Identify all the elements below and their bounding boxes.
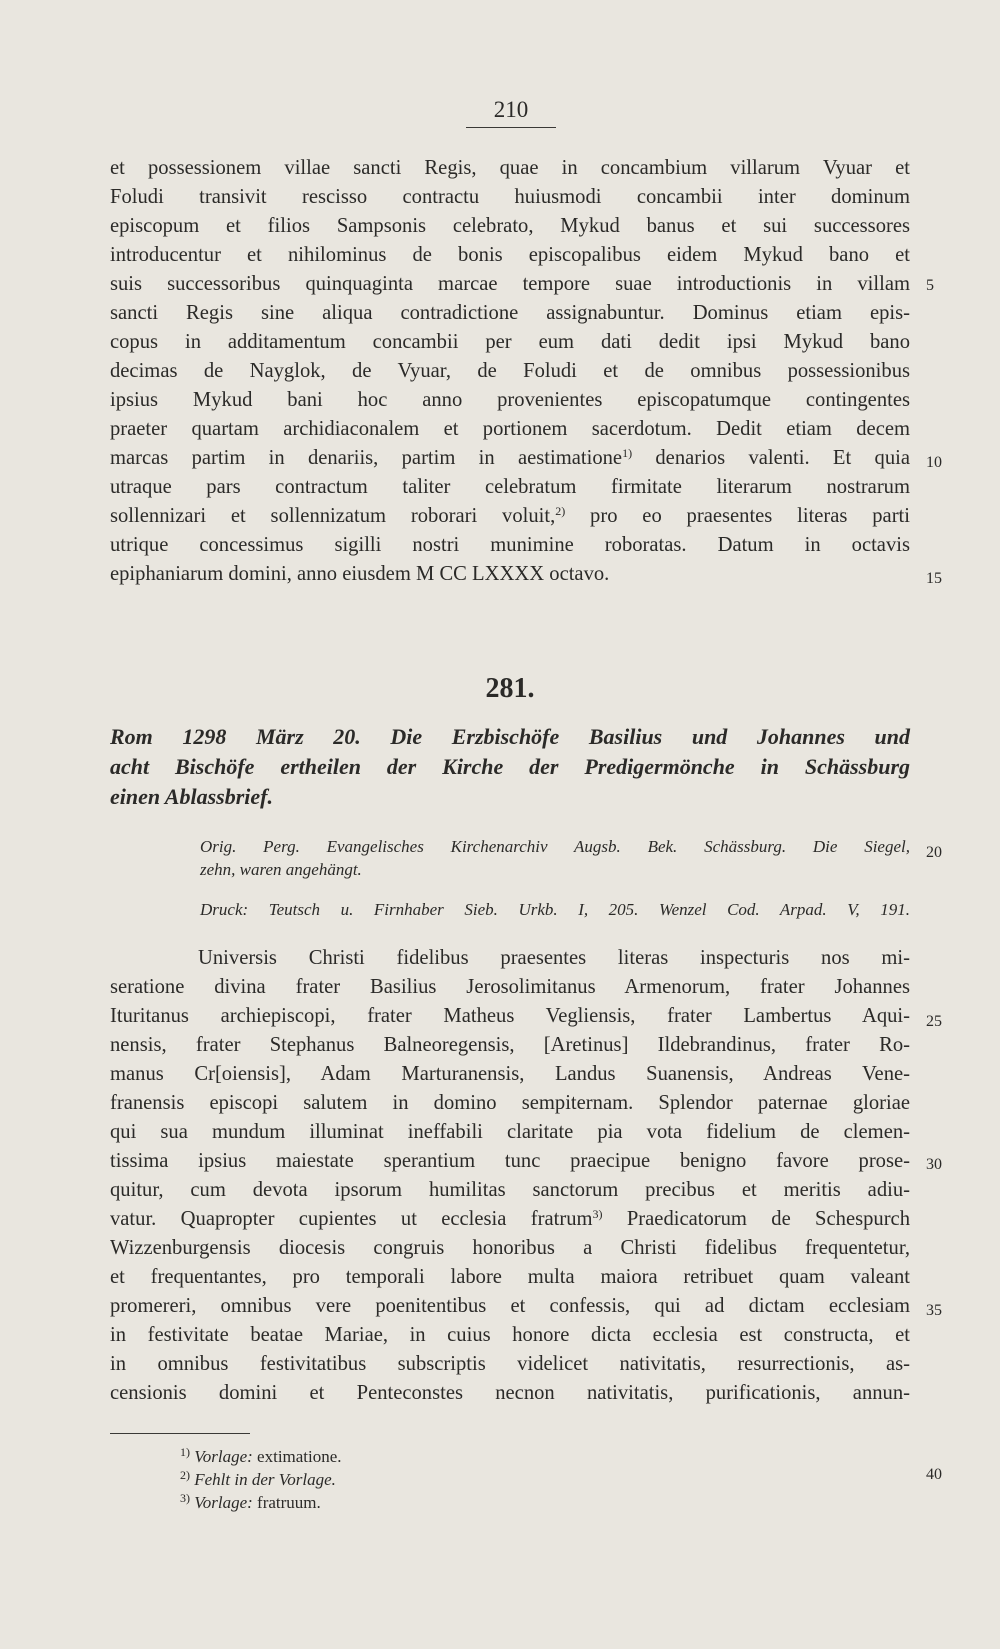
margin-line-number: 15 — [926, 570, 942, 587]
margin-line-number: 35 — [926, 1302, 942, 1319]
source-original: Orig. Perg. Evangelisches Kirchenarchiv Augsb. Bek. Schässburg. Die Siegel, — [200, 837, 910, 856]
text-line: seratione divina frater Basilius Jerosolimitanus Armenorum, frater Johannes — [110, 976, 910, 998]
text-line: Universis Christi fidelibus praesentes literas inspecturis nos mi- — [198, 947, 910, 969]
text-segment: pro eo praesentes literas parti — [565, 505, 910, 527]
footnote — [180, 1487, 321, 1512]
text-line: suis successoribus quinquaginta marcae tempore suae introductionis in villam — [110, 273, 910, 295]
source-original-cont: zehn, waren angehängt. — [200, 860, 362, 879]
margin-line-number: 10 — [926, 454, 942, 471]
text-line: franensis episcopi salutem in domino sempiternam. Splendor paternae gloriae — [110, 1092, 910, 1114]
footnote-text: extimatione. — [252, 1447, 342, 1466]
page-number: 210 — [493, 97, 529, 122]
text-line — [110, 1205, 910, 1234]
text-segment: marcas partim in denariis, partim in aestimatione — [110, 447, 623, 469]
text-line: quitur, cum devota ipsorum humilitas sanctorum precibus et meritis adiu- — [110, 1179, 910, 1201]
margin-line-number: 5 — [926, 277, 934, 294]
text-line: utrique concessimus sigilli nostri munimine roboratas. Datum in octavis — [110, 534, 910, 556]
text-line: et frequentantes, pro temporali labore multa maiora retribuet quam valeant — [110, 1266, 910, 1288]
text-line: introducentur et nihilominus de bonis episcopalibus eidem Mykud bano et — [110, 244, 910, 266]
footnote-mark: 3) — [180, 1491, 190, 1505]
text-line: qui sua mundum illuminat ineffabili claritate pia vota fidelium de clemen- — [110, 1121, 910, 1143]
text-line: ipsius Mykud bani hoc anno provenientes episcopatumque contingentes — [110, 389, 910, 411]
text-line: censionis domini et Penteconstes necnon nativitatis, purificationis, annun- — [110, 1382, 910, 1404]
text-line: in festivitate beatae Mariae, in cuius honore dicta ecclesia est constructa, et — [110, 1324, 910, 1346]
text-line: promereri, omnibus vere poenitentibus et confessis, qui ad dictam ecclesiam — [110, 1295, 910, 1317]
footnote-rule — [110, 1433, 250, 1434]
text-line — [110, 502, 910, 531]
margin-line-number: 30 — [926, 1156, 942, 1173]
footnote-label: Vorlage: — [194, 1493, 253, 1512]
footnote — [180, 1441, 342, 1466]
text-line: decimas de Nayglok, de Vyuar, de Foludi et de omnibus possessionibus — [110, 360, 910, 382]
text-segment: Praedicatorum de Schespurch — [602, 1208, 910, 1230]
footnote-label: Fehlt in der Vorlage. — [194, 1470, 336, 1489]
document-heading-line: Rom 1298 März 20. Die Erzbischöfe Basilius und Johannes und — [110, 724, 910, 749]
text-segment: sollennizari et sollennizatum roborari voluit, — [110, 505, 556, 527]
text-line: in omnibus festivitatibus subscriptis videlicet nativitatis, resurrectionis, as- — [110, 1353, 910, 1375]
footnote — [180, 1464, 336, 1489]
text-line: copus in additamentum concambii per eum dati dedit ipsi Mykud bano — [110, 331, 910, 353]
text-line: Foludi transivit rescisso contractu huiusmodi concambii inter dominum — [110, 186, 910, 208]
footnote-ref: 2) — [555, 504, 566, 518]
source-print: Druck: Teutsch u. Firnhaber Sieb. Urkb. I, 205. Wenzel Cod. Arpad. V, 191. — [200, 900, 910, 919]
text-segment: vatur. Quapropter cupientes ut ecclesia fratrum — [110, 1208, 593, 1230]
page-number-rule — [466, 127, 556, 128]
margin-line-number: 40 — [926, 1466, 942, 1483]
text-line: tissima ipsius maiestate sperantium tunc praecipue benigno favore prose- — [110, 1150, 910, 1172]
footnote-ref: 1) — [622, 446, 633, 460]
text-line: manus Cr[oiensis], Adam Marturanensis, Landus Suanensis, Andreas Vene- — [110, 1063, 910, 1085]
margin-line-number: 25 — [926, 1013, 942, 1030]
text-line: nensis, frater Stephanus Balneoregensis, [Aretinus] Ildebrandinus, frater Ro- — [110, 1034, 910, 1056]
text-line: Ituritanus archiepiscopi, frater Matheus Vegliensis, frater Lambertus Aqui- — [110, 1005, 910, 1027]
document-heading-line: einen Ablassbrief. — [110, 784, 273, 809]
margin-line-number: 20 — [926, 844, 942, 861]
text-line: episcopum et filios Sampsonis celebrato, Mykud banus et sui successores — [110, 215, 910, 237]
document-heading-line: acht Bischöfe ertheilen der Kirche der Predigermönche in Schässburg — [110, 754, 910, 779]
text-line: Wizzenburgensis diocesis congruis honoribus a Christi fidelibus frequentetur, — [110, 1237, 910, 1259]
text-line: et possessionem villae sancti Regis, quae in concambium villarum Vyuar et — [110, 157, 910, 179]
footnote-mark: 1) — [180, 1445, 190, 1459]
text-segment: denarios valenti. Et quia — [632, 447, 910, 469]
text-line — [110, 444, 910, 473]
text-line: epiphaniarum domini, anno eiusdem M CC LXXXX octavo. — [110, 563, 610, 585]
footnote-text: fratruum. — [252, 1493, 321, 1512]
text-line: sancti Regis sine aliqua contradictione assignabuntur. Dominus etiam epis- — [110, 302, 910, 324]
text-line: utraque pars contractum taliter celebratum firmitate literarum nostrarum — [110, 476, 910, 498]
footnote-mark: 2) — [180, 1468, 190, 1482]
footnote-ref: 3) — [592, 1207, 603, 1221]
footnote-label: Vorlage: — [194, 1447, 253, 1466]
text-line: praeter quartam archidiaconalem et portionem sacerdotum. Dedit etiam decem — [110, 418, 910, 440]
document-number: 281. — [485, 673, 535, 704]
